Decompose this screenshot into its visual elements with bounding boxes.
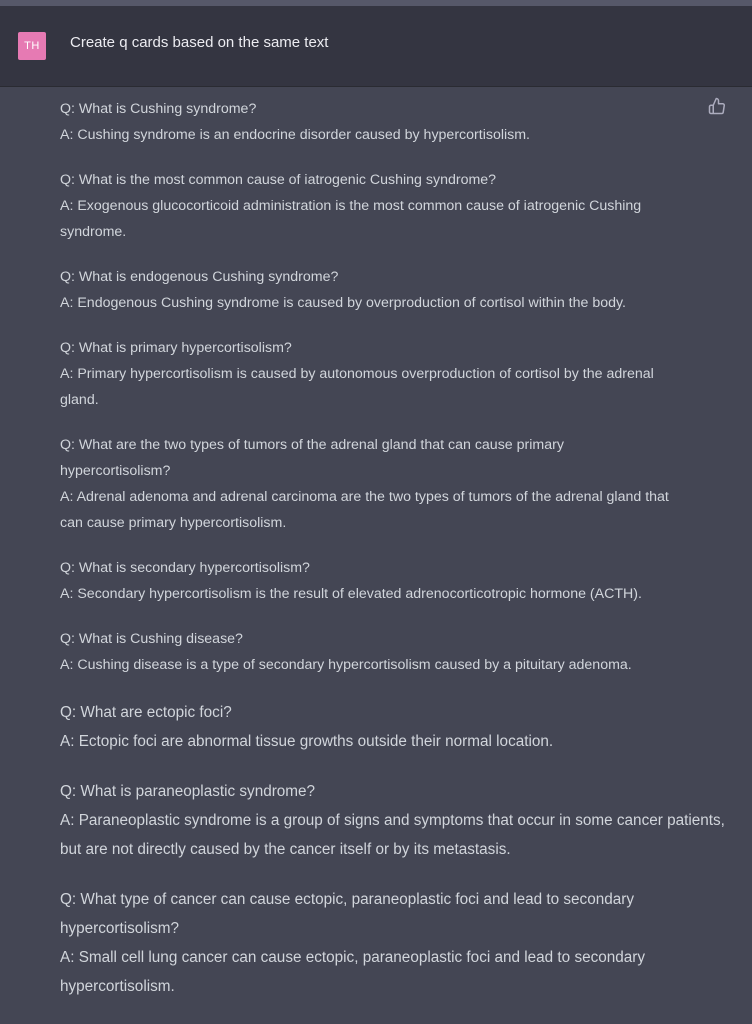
qa-question: Q: What is Cushing disease? xyxy=(60,631,243,647)
assistant-message xyxy=(0,87,752,1024)
qa-answer: A: Endogenous Cushing syndrome is caused by overproduction of cortisol within the body. xyxy=(60,295,626,311)
qa-card xyxy=(60,335,730,413)
qa-card xyxy=(60,432,730,536)
qa-answer: A: Exogenous glucocorticoid administration is the most common cause of iatrogenic Cushing syndrome. xyxy=(60,198,642,240)
qa-question: Q: What is secondary hypercortisolism? xyxy=(60,560,310,576)
qa-answer: A: Ectopic foci are abnormal tissue growths outside their normal location. xyxy=(60,733,554,750)
qa-answer: A: Cushing syndrome is an endocrine disorder caused by hypercortisolism. xyxy=(60,127,530,143)
user-avatar: TH xyxy=(18,32,46,60)
qa-answer: A: Secondary hypercortisolism is the result of elevated adrenocorticotropic hormone (ACTH). xyxy=(60,586,642,602)
qa-card xyxy=(60,698,730,756)
qa-question: Q: What are the two types of tumors of the adrenal gland that can cause primary hypercortisolism? xyxy=(60,437,564,479)
qa-question: Q: What are ectopic foci? xyxy=(60,704,232,721)
qa-question: Q: What type of cancer can cause ectopic, paraneoplastic foci and lead to secondary hypercortisolism? xyxy=(60,891,634,937)
qa-answer: A: Primary hypercortisolism is caused by autonomous overproduction of cortisol by the adrenal gland. xyxy=(60,366,654,408)
qa-answer: A: Cushing disease is a type of secondary hypercortisolism caused by a pituitary adenoma. xyxy=(60,657,632,673)
qa-card xyxy=(60,626,730,678)
qa-question: Q: What is the most common cause of iatrogenic Cushing syndrome? xyxy=(60,172,497,188)
user-message-row xyxy=(0,6,752,87)
qa-card xyxy=(60,885,730,1001)
user-message-text: Create q cards based on the same text xyxy=(70,34,329,51)
qa-card xyxy=(60,167,730,245)
qa-card xyxy=(60,555,730,607)
qa-answer: A: Small cell lung cancer can cause ectopic, paraneoplastic foci and lead to secondary hypercortisolism. xyxy=(60,949,646,995)
qa-answer: A: Paraneoplastic syndrome is a group of signs and symptoms that occur in some cancer patients, but are not directly caused by the cancer itself or by its metastasis. xyxy=(60,812,725,858)
qa-question: Q: What is Cushing syndrome? xyxy=(60,101,257,117)
qa-card xyxy=(60,264,730,316)
qa-card-list xyxy=(60,96,730,1001)
qa-question: Q: What is primary hypercortisolism? xyxy=(60,340,292,356)
qa-answer: A: Adrenal adenoma and adrenal carcinoma are the two types of tumors of the adrenal gland that can cause primary hypercortisolism. xyxy=(60,489,669,531)
qa-question: Q: What is endogenous Cushing syndrome? xyxy=(60,269,339,285)
qa-question: Q: What is paraneoplastic syndrome? xyxy=(60,783,316,800)
qa-card xyxy=(60,777,730,864)
qa-card xyxy=(60,96,730,148)
